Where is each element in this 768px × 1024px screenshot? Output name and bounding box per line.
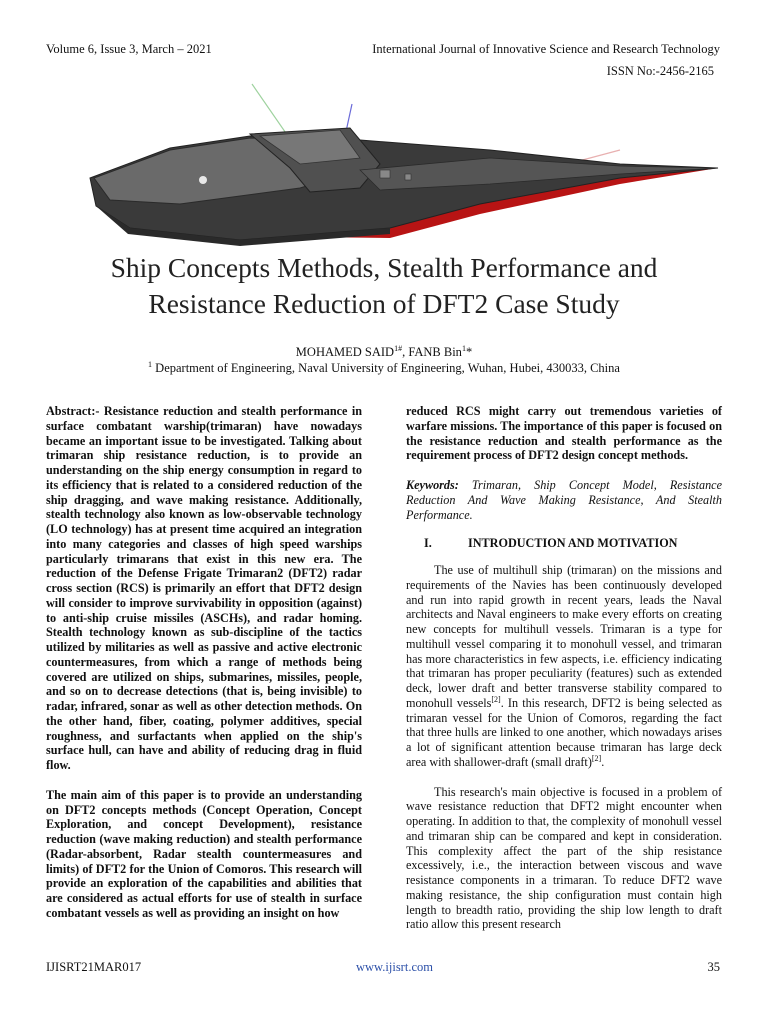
intro-p1-part-a: The use of multihull ship (trimaran) on the missions and requirements of the Navies has been continuously developed and run into rapid growth in recent years, leads the Naval architects and Naval engineers to make every efforts on creating new concepts for multihull vessels. Trimaran is a type for multihull vessel comparing it to monohull vessel, and trimaran has more characteristics in few aspects, i.e. efficiency indicating that trimaran has proper peculiarity (features) such as extended deck, lower draft and better transverse stability compared to monohull vessels: [406, 563, 722, 710]
section-title: INTRODUCTION AND MOTIVATION: [468, 536, 678, 551]
authors: [0, 345, 768, 360]
keywords-text: Trimaran, Ship Concept Model, Resistance Reduction And Wave Making Resistance, And Stealth Performance.: [406, 478, 722, 522]
abstract-paragraph: Abstract:- Resistance reduction and stealth performance in surface combatant warship(trimaran) have nowadays became an important issue to be investigated. Talking about trimaran ship resistance reduction, is to provide an understanding on the ship energy consumption in regard to its efficiency that is related to a considered reduction of the ship dragging, and wave making resistance. Additionally, stealth technology also known as low-observable technology (LO technology) has at present time acquired an integration into many categories and classes of high speed warships particularly trimarans that exist in this new era. The reduction of the Defense Frigate Trimaran2 (DFT2) radar cross section (RCS) is primarily an effort that DFT2 design will consider to improve survivability in opposition (against) to anti-ship cruise missiles (ASCHs), and radar homing. Stealth technology known as sub-discipline of the tactics utilized by militaries as well as passive and active electronic countermeasures, from which a range of methods being covered are utilized on ships, submarines, missiles, people, and so on to decrease detections (that is, being invisible) to radar, infrared, sonar as well as other detection methods. On the other hand, fiber, coating, polymer additives, special roughness, and surfactants when applied on the ship's surface hull, can have and ability of reducing drag in fluid flow.: [46, 404, 362, 772]
author-2-sup: 1: [461, 343, 466, 353]
section-number: I.: [424, 536, 432, 551]
author-1-sup: 1#: [394, 343, 403, 353]
affiliation: [0, 361, 768, 376]
header-issn: ISSN No:-2456-2165: [606, 64, 714, 78]
paper-title: [40, 250, 728, 322]
author-sep: , FANB Bin: [402, 345, 462, 359]
intro-paragraph-1: [406, 563, 722, 770]
header-journal: International Journal of Innovative Science and Research Technology: [372, 42, 720, 56]
title-line-1: Ship Concepts Methods, Stealth Performance and: [110, 252, 658, 283]
keywords: [406, 478, 722, 522]
header-volume: Volume 6, Issue 3, March – 2021: [46, 42, 212, 56]
footer-url-link[interactable]: www.ijisrt.com: [356, 960, 433, 974]
footer-page-number: 35: [707, 960, 720, 974]
right-column: [406, 404, 722, 932]
keywords-label: Keywords:: [406, 478, 459, 492]
ship-render-figure: [60, 78, 720, 250]
helipad-marker: [199, 176, 207, 184]
ref-1: [2]: [491, 694, 501, 704]
ref-2: [2]: [591, 753, 602, 763]
intro-p1-part-b: . In this research, DFT2 is being selected as trimaran vessel for the Union of Comoros, regarding the fact that three hulls are linked to one another, which nowadays arises a lot of significant attention because trimaran has large deck area with shallower-draft (small draft): [406, 695, 722, 769]
author-2-mark: *: [465, 345, 473, 359]
section-heading: [406, 536, 722, 551]
affiliation-text: Department of Engineering, Naval University of Engineering, Wuhan, Hubei, 430033, China: [152, 361, 620, 375]
abstract-continuation: reduced RCS might carry out tremendous varieties of warfare missions. The importance of this paper is focused on the resistance reduction and stealth performance as the requirement process of DFT2 design concept methods.: [406, 404, 722, 463]
intro-paragraph-2: This research's main objective is focused in a problem of wave resistance reduction that DFT2 might encounter when operating. In addition to that, the complexity of monohull vessel and trimaran ship can be compared and kept in consideration. This complexity affect the part of the ship resistance excessively, i.e., the interaction between viscous and wave resistance components in a trimaran. To reduce DFT2 wave making resistance, the ship configuration must contain high length to breadth ratio, providing the ship low length to draft ratio allow this present research: [406, 784, 722, 932]
affiliation-sup: 1: [148, 359, 153, 369]
aim-paragraph: The main aim of this paper is to provide an understanding on DFT2 concepts methods (Concept Operation, Concept Exploration, and concept Development), resistance reduction (wave making reduction) and stealth performance (Radar-absorbent, Radar stealth countermeasures and limits) of DFT2 for the Union of Comoros. This research will provide an exploration of the capabilities and abilities that are considered as actual efforts for use of stealth in surface combatant vessels as well as providing an insight on how: [46, 787, 362, 920]
footer-code: IJISRT21MAR017: [46, 960, 142, 974]
title-line-2: Resistance Reduction of DFT2 Case Study: [148, 288, 620, 319]
intro-p1-part-c: .: [601, 754, 605, 769]
author-1: MOHAMED SAID: [295, 345, 395, 359]
left-column: [46, 404, 362, 921]
